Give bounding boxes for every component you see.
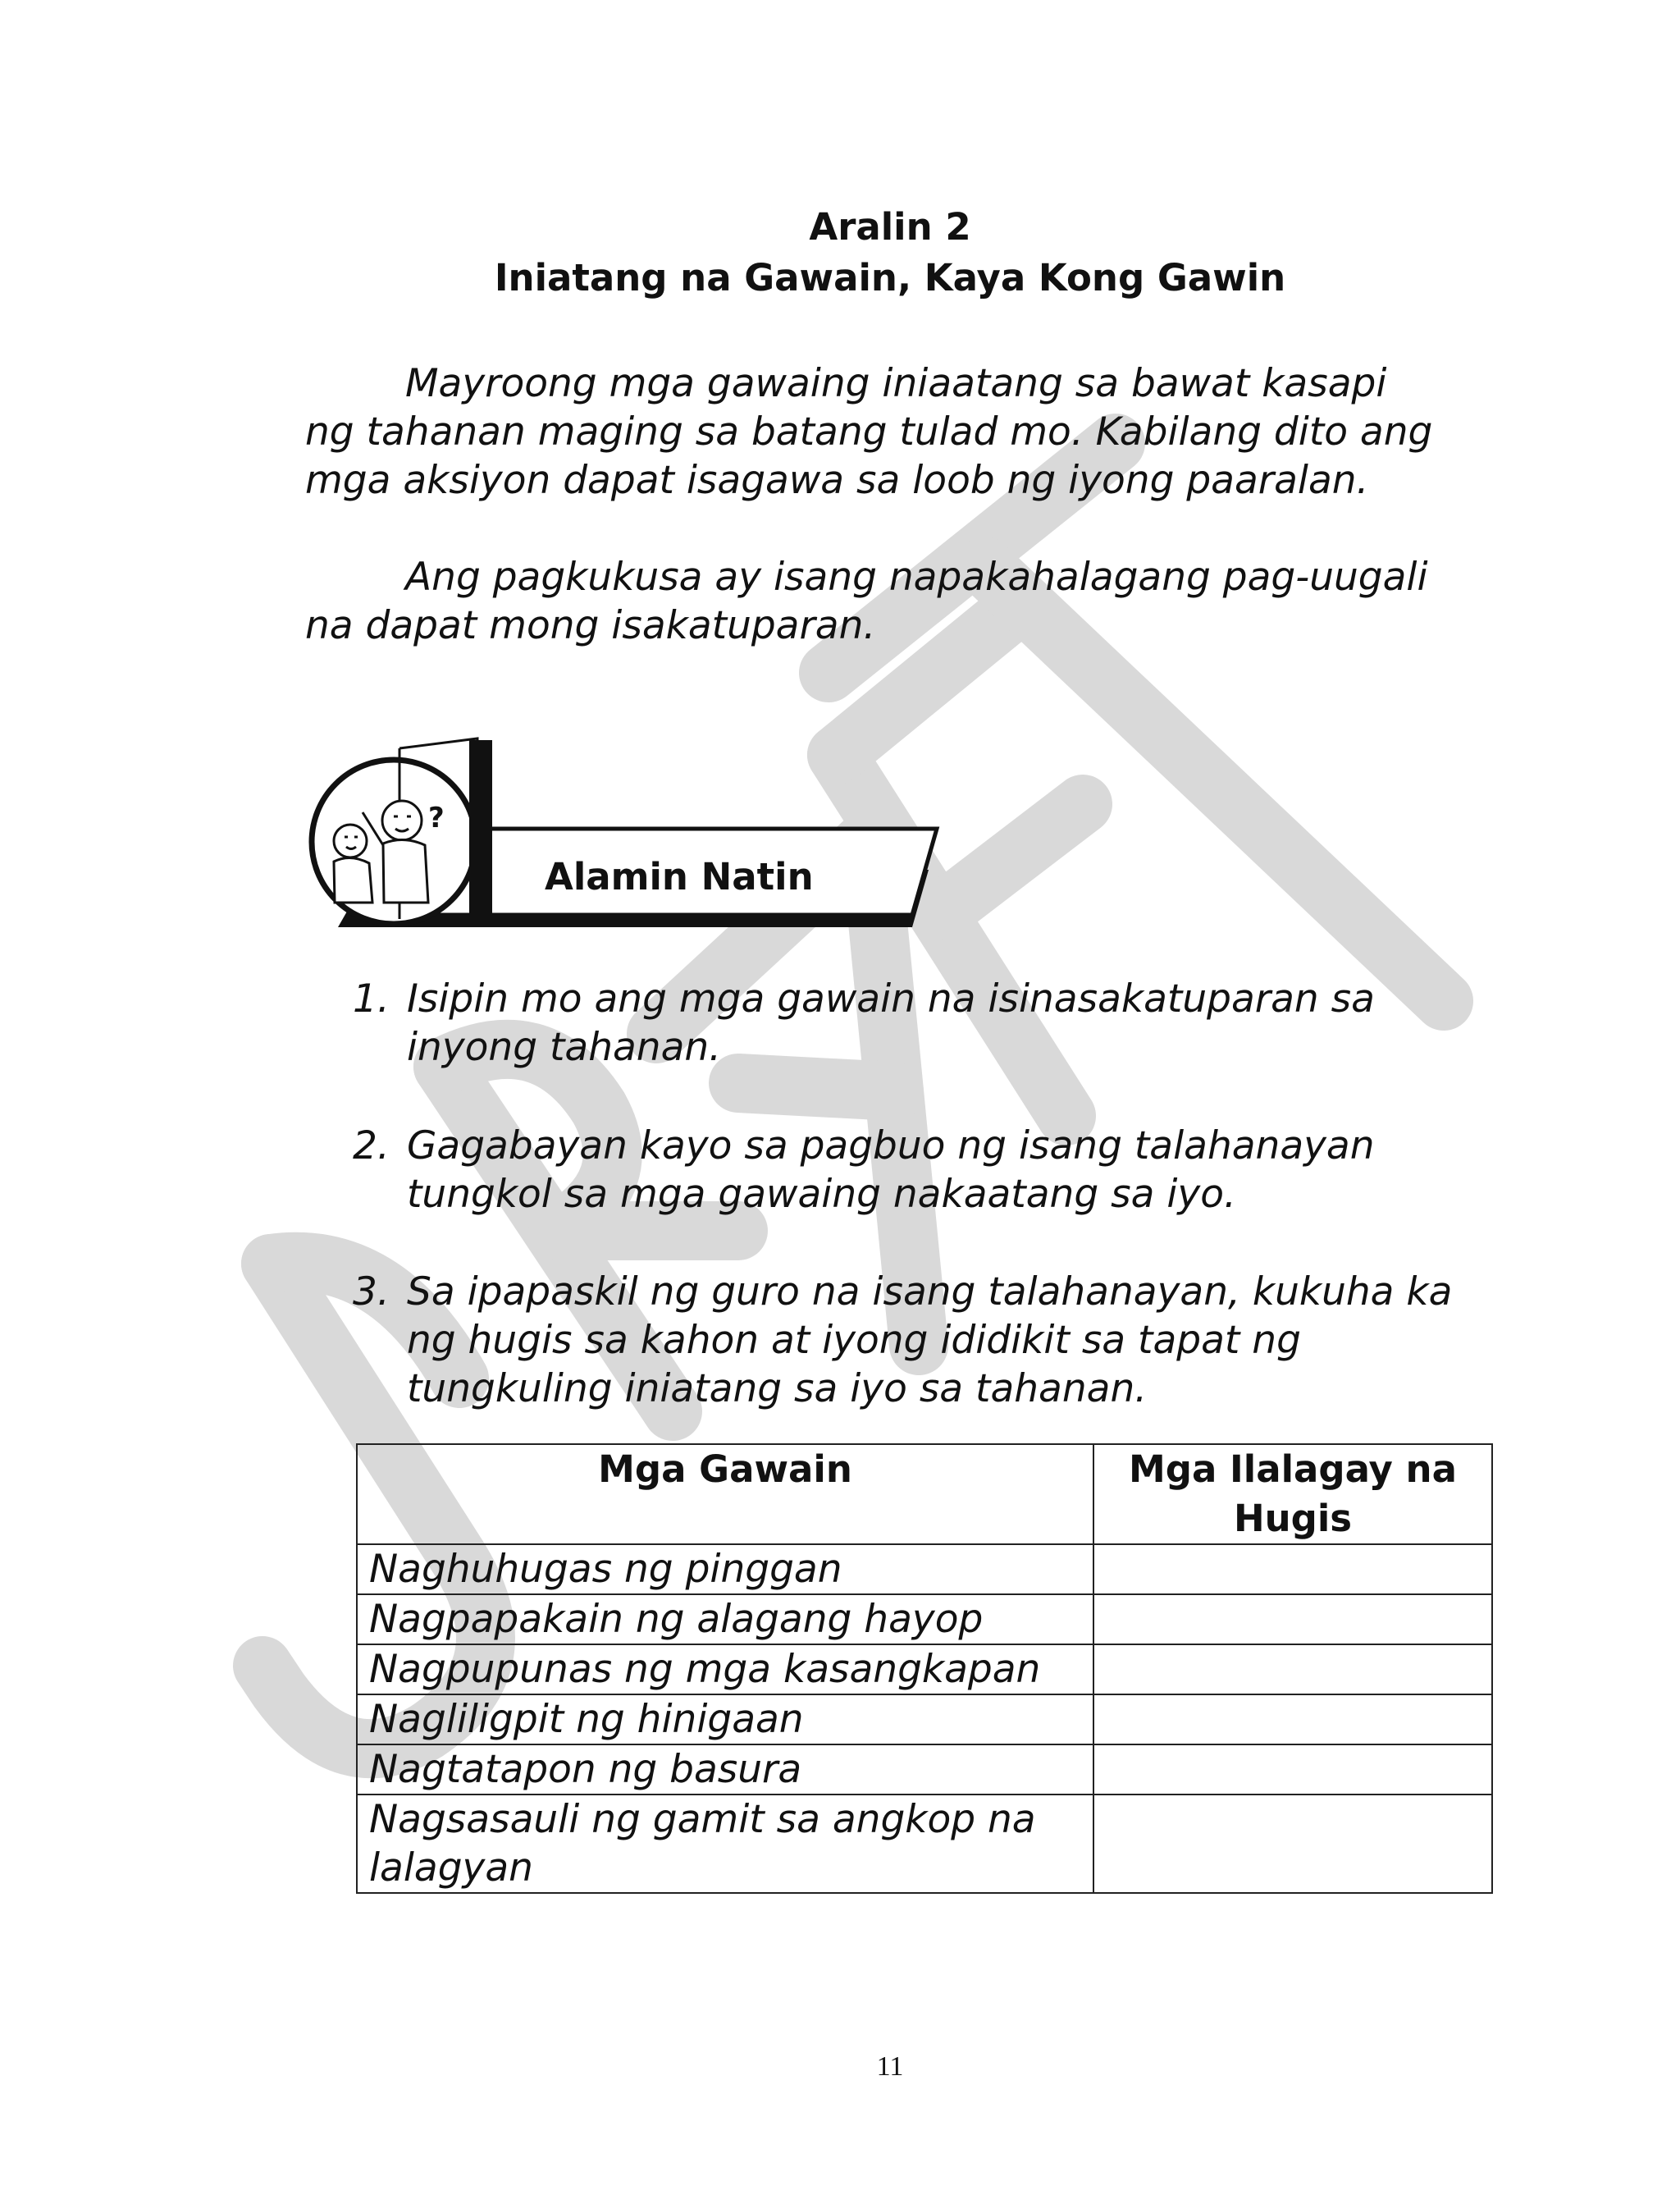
instruction-line: ng hugis sa kahon at iyong ididikit sa tapat ng	[407, 1318, 1301, 1363]
instruction-line: tungkuling iniatang sa iyo sa tahanan.	[407, 1366, 1148, 1411]
lesson-title: Iniatang na Gawain, Kaya Kong Gawin	[494, 256, 1286, 299]
instruction-number: 3.	[353, 1269, 390, 1314]
intro-paragraph-1-line: mga aksiyon dapat isagawa sa loob ng iyong paaralan.	[305, 458, 1369, 503]
intro-paragraph-2-line: na dapat mong isakatuparan.	[305, 603, 876, 648]
section-banner	[305, 722, 953, 935]
intro-paragraph-1-line: ng tahanan maging sa batang tulad mo. Kabilang dito ang	[305, 409, 1433, 455]
intro-paragraph-2-line: Ang pagkukusa ay isang napakahalagang pag-uugali	[405, 555, 1428, 600]
shape-cell	[1093, 1594, 1492, 1644]
intro-paragraph-1	[305, 359, 1470, 505]
header-tasks: Mga Gawain	[357, 1444, 1093, 1544]
task-cell: Nagpapakain ng alagang hayop	[357, 1594, 1093, 1644]
shape-cell	[1093, 1694, 1492, 1744]
table-row	[357, 1644, 1492, 1694]
page-number: 11	[876, 2051, 904, 2082]
intro-paragraph-2	[305, 553, 1470, 650]
task-cell: Nagliligpit ng hinigaan	[357, 1694, 1093, 1744]
table-row	[357, 1594, 1492, 1644]
shape-cell	[1093, 1544, 1492, 1594]
intro-paragraph-1-line: Mayroong mga gawaing iniaatang sa bawat kasapi	[405, 361, 1387, 406]
shape-cell	[1093, 1644, 1492, 1694]
section-label: Alamin Natin	[545, 855, 814, 898]
instruction-item	[353, 1122, 1501, 1218]
question-mark-icon: ?	[428, 802, 445, 834]
tasks-table	[356, 1443, 1493, 1894]
task-cell: Naghuhugas ng pinggan	[357, 1544, 1093, 1594]
shape-cell	[1093, 1795, 1492, 1893]
table-row	[357, 1744, 1492, 1795]
shape-cell	[1093, 1744, 1492, 1795]
table-row	[357, 1694, 1492, 1744]
table-header-row	[357, 1444, 1492, 1544]
instruction-item	[353, 1268, 1501, 1413]
task-cell: Nagpupunas ng mga kasangkapan	[357, 1644, 1093, 1694]
instruction-item	[353, 975, 1501, 1072]
instruction-number: 2.	[353, 1123, 390, 1168]
header-shapes: Mga Ilalagay na Hugis	[1093, 1444, 1492, 1544]
instruction-line: Gagabayan kayo sa pagbuo ng isang talahanayan	[407, 1123, 1375, 1168]
instruction-line: tungkol sa mga gawaing nakaatang sa iyo.	[407, 1172, 1236, 1217]
instruction-line: Sa ipapaskil ng guro na isang talahanayan, kukuha ka	[407, 1269, 1453, 1314]
table-row	[357, 1795, 1492, 1893]
instruction-line: Isipin mo ang mga gawain na isinasakatuparan sa	[407, 976, 1375, 1022]
door-panel	[469, 740, 492, 921]
table-row	[357, 1544, 1492, 1594]
task-cell: Nagtatapon ng basura	[357, 1744, 1093, 1795]
instruction-line: inyong tahanan.	[407, 1025, 722, 1070]
lesson-number: Aralin 2	[809, 205, 971, 249]
child-icon	[334, 825, 372, 903]
instruction-number: 1.	[353, 976, 390, 1022]
task-cell: Nagsasauli ng gamit sa angkop na lalagyan	[357, 1795, 1093, 1893]
